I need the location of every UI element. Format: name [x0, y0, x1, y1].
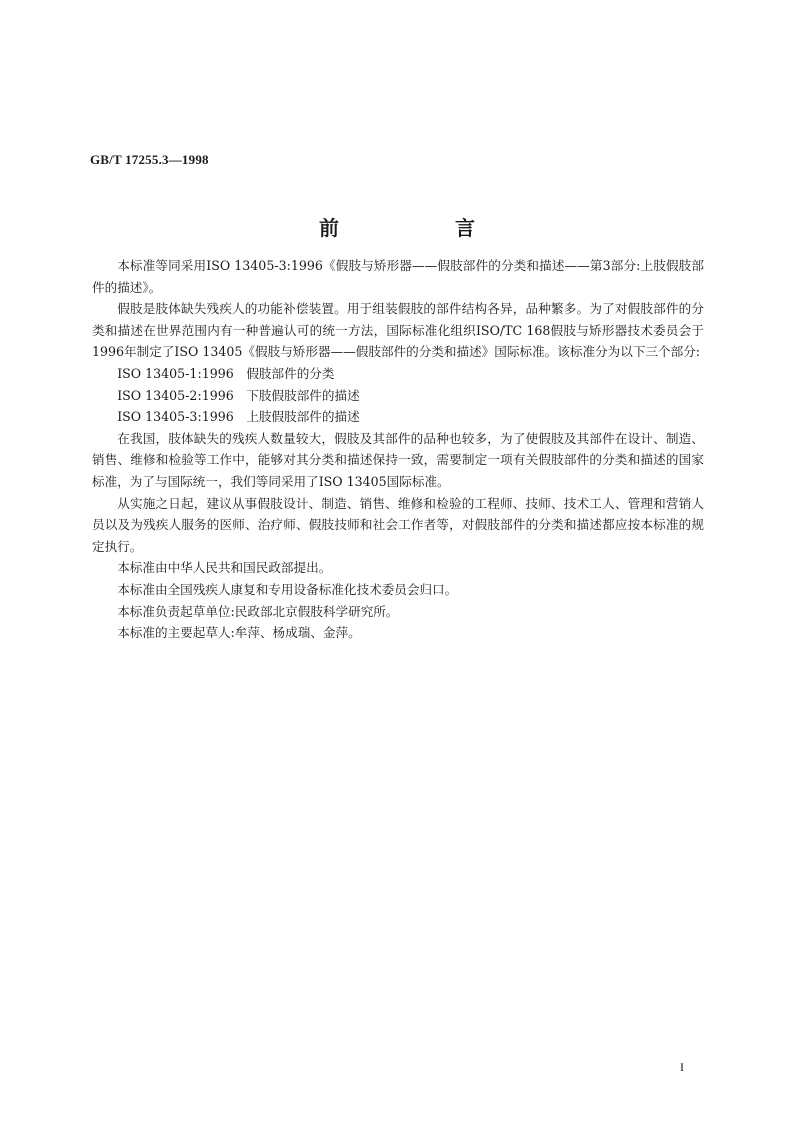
list-item: ISO 13405-2:1996 下肢假肢部件的描述 — [117, 387, 360, 403]
paragraph-adoption: 本标准等同采用ISO 13405-3:1996《假肢与矫形器——假肢部件的分类和描述——第3部分:上肢假肢部件的描述》。 — [92, 258, 704, 295]
paragraph-national-need: 在我国，肢体缺失的残疾人数量较大，假肢及其部件的品种也较多，为了使假肢及其部件在设计、制造、销售、维修和检验等工作中，能够对其分类和描述保持一致，需要制定一项有关假肢部件的分类和描述的国家标准，为了与国际统一，我们等同采用了ISO 13405国际标准。 — [92, 430, 704, 489]
page-number: I — [680, 1060, 684, 1074]
paragraph-committee: 本标准由全国残疾人康复和专用设备标准化技术委员会归口。 — [117, 581, 458, 597]
list-item: ISO 13405-3:1996 上肢假肢部件的描述 — [117, 409, 360, 425]
paragraph-implementation: 从实施之日起，建议从事假肢设计、制造、销售、维修和检验的工程师、技师、技术工人、管理和营销人员以及为残疾人服务的医师、治疗师、假肢技师和社会工作者等，对假肢部件的分类和描述都应按本标准的规定执行。 — [92, 495, 704, 554]
list-item: ISO 13405-1:1996 假肢部件的分类 — [117, 365, 335, 381]
foreword-body — [92, 255, 704, 644]
paragraph-background: 假肢是肢体缺失残疾人的功能补偿装置。用于组装假肢的部件结构各异，品种繁多。为了对假肢部件的分类和描述在世界范围内有一种普遍认可的统一方法，国际标准化组织ISO/TC 168假肢与矫形器技术委员会于1996年制定了ISO 13405《假肢与矫形器——假肢部件的分类和描述》国际标准。该标准分为以下三个部分: — [92, 301, 704, 360]
paragraph-drafting-unit: 本标准负责起草单位:民政部北京假肢科学研究所。 — [117, 603, 399, 619]
paragraph-proposer: 本标准由中华人民共和国民政部提出。 — [117, 560, 332, 576]
paragraph-drafters: 本标准的主要起草人:牟萍、杨成瑞、金萍。 — [117, 625, 361, 641]
page-title: 前 言 — [319, 216, 523, 240]
standard-code: GB/T 17255.3—1998 — [90, 152, 209, 167]
